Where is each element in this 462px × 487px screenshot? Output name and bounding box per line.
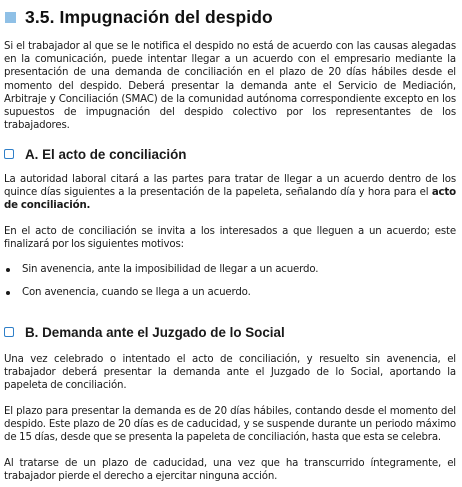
intro-paragraph: Si el trabajador al que se le notifica el despido no está de acuerdo con las causas alegadas en la comunicación, puede intentar llegar a un acuerdo con el empresario mediante la presentación de una demanda de conciliación en el plazo de 20 días hábiles desde el momento del despido. Deberá presentar la demanda ante el Servicio de Mediación, Arbitraje y Conciliación (SMAC) de la comunidad autónoma correspondiente excepto en los supuestos de impugnación del despido colectivo por los representantes de los trabajadores.	[4, 41, 456, 132]
section-heading	[4, 6, 273, 28]
checkbox-outline-icon	[4, 327, 14, 337]
checkbox-outline-icon	[4, 149, 14, 159]
list-item	[4, 286, 251, 299]
subsection-b-paragraph-2: El plazo para presentar la demanda es de 20 días hábiles, contando desde el momento del despido. Este plazo de 20 días es de caducidad, y se suspende durante un periodo máximo de 15 días, desde que se presenta la papeleta de conciliación, hasta que esta se celebra.	[4, 406, 456, 444]
list-item-text: Sin avenencia, ante la imposibilidad de llegar a un acuerdo.	[22, 264, 319, 275]
paragraph-text: La autoridad laboral citará a las partes para tratar de llegar a un acuerdo dentro de los quince días siguientes a la presentación de la papeleta, señalando día y hora para el	[4, 174, 456, 199]
subsection-a-heading	[4, 146, 186, 162]
subsection-b-paragraph-1: Una vez celebrado o intentado el acto de conciliación, y resuelto sin avenencia, el trabajador deberá presentar la demanda ante el Juzgado de lo Social, aportando la papeleta de conciliación.	[4, 354, 456, 392]
subsection-b-title: B. Demanda ante el Juzgado de lo Social	[25, 324, 285, 340]
subsection-a-title: A. El acto de conciliación	[25, 146, 187, 162]
list-item	[4, 263, 318, 276]
subsection-b-heading	[4, 324, 285, 340]
list-item-text: Con avenencia, cuando se llega a un acuerdo.	[22, 287, 251, 298]
section-title: 3.5. Impugnación del despido	[25, 6, 273, 27]
subsection-a-paragraph-1	[4, 173, 456, 213]
bold-term: acto de conciliación.	[4, 187, 456, 212]
bullet-dot-icon	[6, 291, 10, 295]
subsection-a-paragraph-2: En el acto de conciliación se invita a los interesados a que lleguen a un acuerdo; este finalizará por los siguientes motivos:	[4, 226, 456, 251]
subsection-b-paragraph-3: Al tratarse de un plazo de caducidad, una vez que ha transcurrido íntegramente, el trabajador pierde el derecho a ejercitar ninguna acción.	[4, 458, 456, 483]
bullet-dot-icon	[6, 268, 10, 272]
filled-square-icon	[5, 12, 16, 23]
